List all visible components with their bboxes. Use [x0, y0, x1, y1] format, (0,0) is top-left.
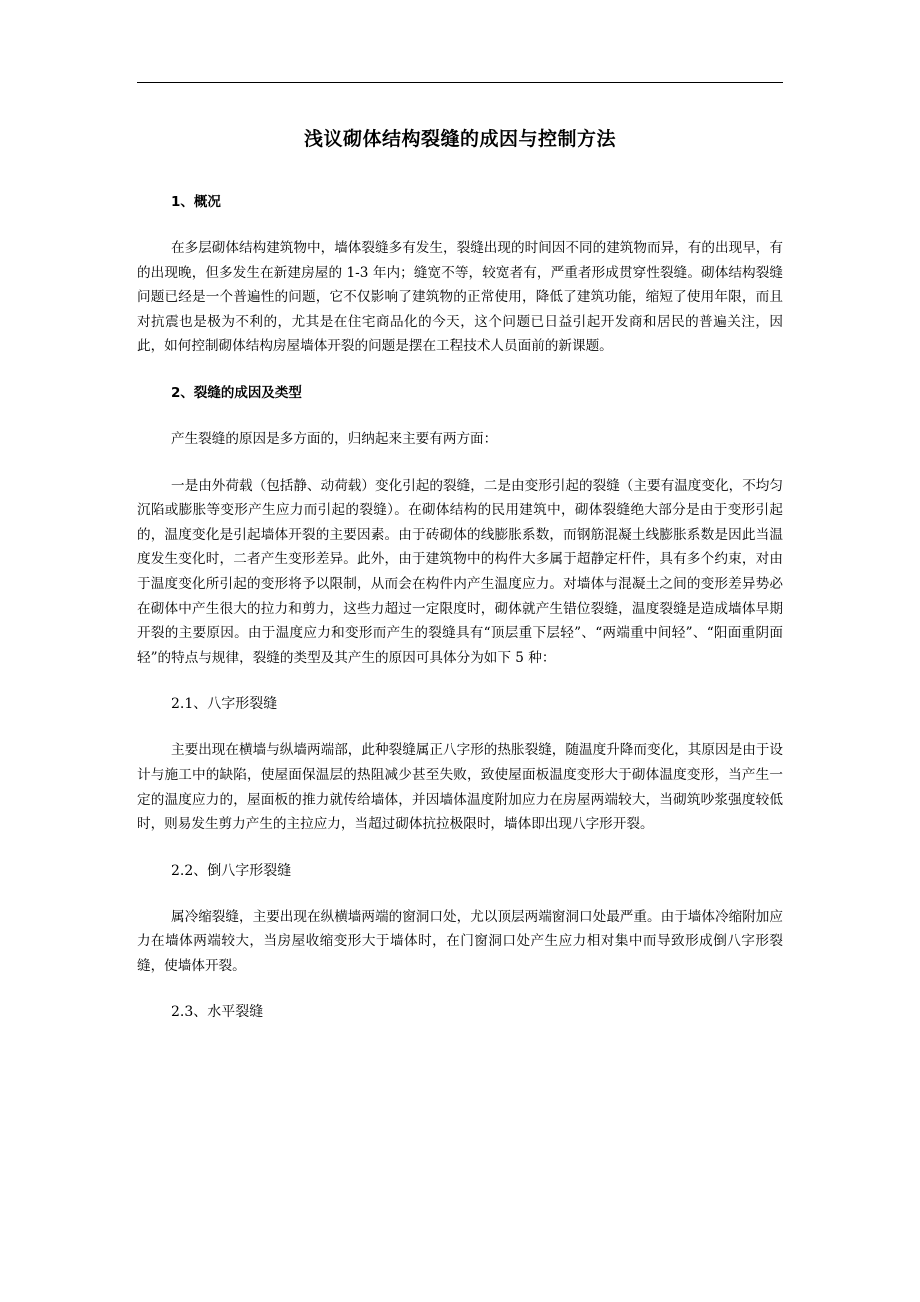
section-heading: 1、概况: [171, 194, 221, 210]
paragraph: 主要出现在横墙与纵墙两端部，此种裂缝属正八字形的热胀裂缝，随温度升降而变化，其原因是由于设计与施工中的缺陷，使屋面保温层的热阻减少甚至失败，致使屋面板温度变形大于砌体温度变形，当产生一定的温度应力的，屋面板的推力就传给墙体，并因墙体温度附加应力在房屋两端较大，当砌筑吵浆强度较低时，则易发生剪力产生的主拉应力，当超过砌体抗拉极限时，墙体即出现八字形开裂。: [137, 742, 783, 833]
paragraph: 属冷缩裂缝，主要出现在纵横墙两端的窗洞口处，尤以顶层两端窗洞口处最严重。由于墙体冷缩附加应力在墙体两端较大，当房屋收缩变形大于墙体时，在门窗洞口处产生应力相对集中而导致形成倒八字形裂缝，使墙体开裂。: [137, 908, 783, 974]
paragraph: 产生裂缝的原因是多方面的，归纳起来主要有两方面：: [171, 430, 498, 447]
header-rule: [137, 82, 783, 83]
subsection-heading: 2.1、八字形裂缝: [171, 696, 278, 713]
subsection-heading: 2.3、水平裂缝: [171, 1004, 264, 1021]
document-title: 浅议砌体结构裂缝的成因与控制方法: [303, 128, 616, 150]
paragraph: 一是由外荷载（包括静、动荷载）变化引起的裂缝，二是由变形引起的裂缝（主要有温度变化，不均匀沉陷或膨胀等变形产生应力而引起的裂缝）。在砌体结构的民用建筑中，砌体裂缝绝大部分是由于变形引起的，温度变化是引起墙体开裂的主要因素。由于砖砌体的线膨胀系数，而钢筋混凝土线膨胀系数是因此当温度发生变化时，二者产生变形差异。此外，由于建筑物中的构件大多属于超静定杆件，具有多个约束，对由于温度变化所引起的变形将予以限制，从而会在构件内产生温度应力。对墙体与混凝土之间的变形差异势必在砌体中产生很大的拉力和剪力，这些力超过一定限度时，砌体就产生错位裂缝，温度裂缝是造成墙体早期开裂的主要原因。由于温度应力和变形而产生的裂缝具有“顶层重下层轻”、“两端重中间轻”、“阳面重阴面轻”的特点与规律，裂缝的类型及其产生的原因可具体分为如下 5 种：: [137, 477, 783, 666]
section-heading: 2、裂缝的成因及类型: [171, 384, 302, 401]
paragraph: 在多层砌体结构建筑物中，墙体裂缝多有发生，裂缝出现的时间因不同的建筑物而异，有的出现早，有的出现晚，但多发生在新建房屋的 1-3 年内；缝宽不等，较宽者有，严重者形成贯穿性裂缝。砌体结构裂缝问题已经是一个普遍性的问题，它不仅影响了建筑物的正常使用，降低了建筑功能，缩短了使用年限，而且对抗震也是极为不利的，尤其是在住宅商品化的今天，这个问题已日益引起开发商和居民的普遍关注，因此，如何控制砌体结构房屋墙体开裂的问题是摆在工程技术人员面前的新课题。: [137, 240, 783, 355]
subsection-heading: 2.2、倒八字形裂缝: [171, 862, 292, 879]
document-body: [137, 190, 783, 1046]
